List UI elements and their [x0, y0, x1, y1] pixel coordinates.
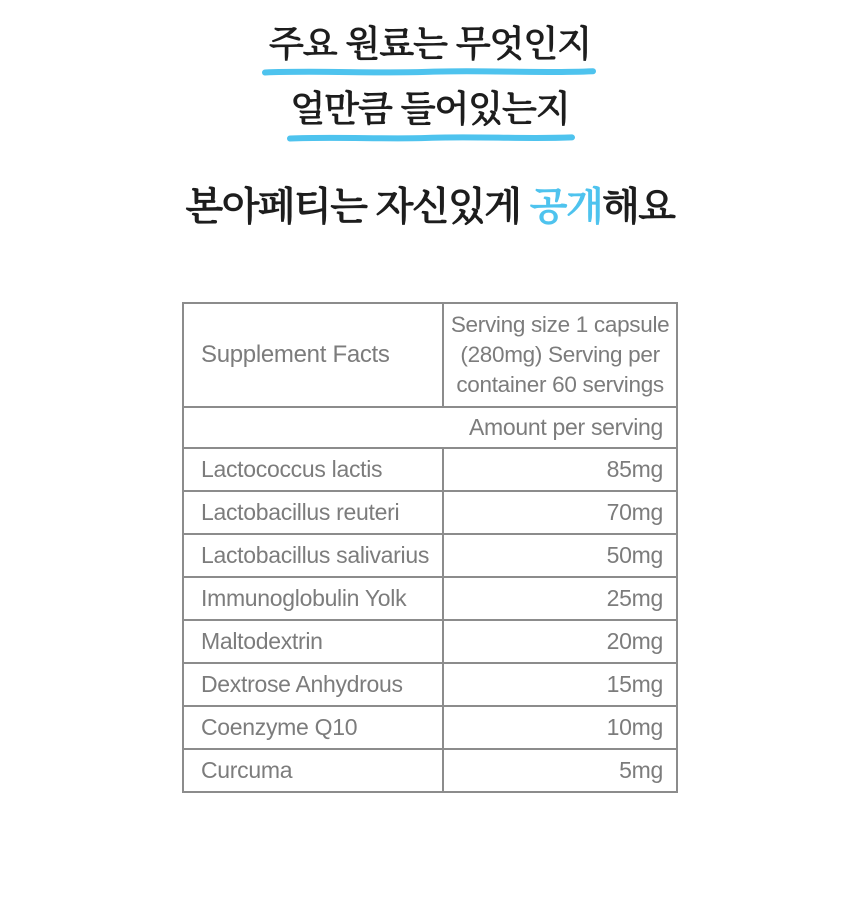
ingredient-amount: 25mg [443, 577, 677, 620]
ingredient-row [183, 448, 677, 491]
ingredient-amount: 85mg [443, 448, 677, 491]
ingredient-row [183, 577, 677, 620]
ingredient-row [183, 491, 677, 534]
ingredient-name: Lactococcus lactis [183, 448, 443, 491]
facts-header-row [183, 303, 677, 407]
ingredient-row [183, 534, 677, 577]
amount-header-row [183, 407, 677, 448]
tagline-highlight: 공개 [529, 186, 603, 229]
heading-line-1: 주요 원료는 무엇인지 [269, 23, 591, 64]
ingredient-row [183, 663, 677, 706]
amount-header-cell: Amount per serving [183, 407, 677, 448]
brush-underline-1 [262, 67, 596, 77]
ingredient-name: Coenzyme Q10 [183, 706, 443, 749]
tagline-prefix: 본아페티는 자신있게 [185, 186, 530, 229]
ingredient-amount: 5mg [443, 749, 677, 792]
ingredient-row [183, 706, 677, 749]
ingredient-row [183, 620, 677, 663]
ingredient-name: Immunoglobulin Yolk [183, 577, 443, 620]
heading-line-2: 얼만큼 들어있는지 [290, 88, 570, 129]
ingredient-name: Dextrose Anhydrous [183, 663, 443, 706]
brush-underline-2 [287, 133, 575, 143]
ingredient-name: Curcuma [183, 749, 443, 792]
heading-tagline [0, 186, 860, 230]
tagline-suffix: 해요 [602, 186, 675, 229]
facts-title-cell: Supplement Facts [183, 303, 443, 407]
ingredient-amount: 50mg [443, 534, 677, 577]
supplement-facts-table [182, 302, 678, 793]
serving-info-cell: Serving size 1 capsule (280mg) Serving per container 60 servings [443, 303, 677, 407]
ingredient-amount: 10mg [443, 706, 677, 749]
facts-table-body [183, 303, 677, 792]
ingredient-row [183, 749, 677, 792]
ingredient-name: Lactobacillus salivarius [183, 534, 443, 577]
ingredient-amount: 15mg [443, 663, 677, 706]
ingredient-amount: 70mg [443, 491, 677, 534]
ingredient-name: Lactobacillus reuteri [183, 491, 443, 534]
ingredient-name: Maltodextrin [183, 620, 443, 663]
ingredient-amount: 20mg [443, 620, 677, 663]
